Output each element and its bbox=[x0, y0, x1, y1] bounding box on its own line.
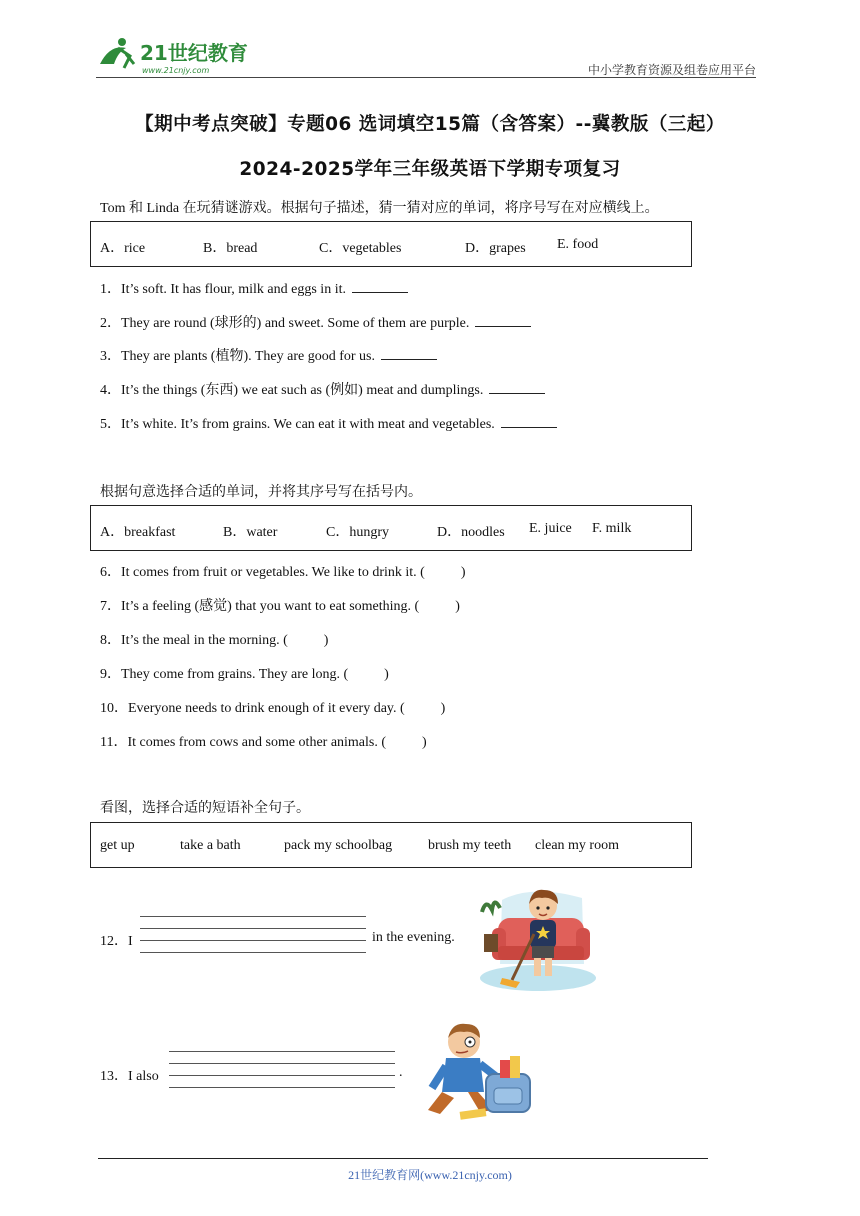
writing-lines[interactable] bbox=[169, 1049, 397, 1093]
word-option: B．bread bbox=[203, 241, 258, 256]
answer-blank[interactable] bbox=[501, 417, 557, 428]
answer-blank[interactable] bbox=[489, 383, 545, 394]
question-10: 10．Everyone needs to drink enough of it every day. ( ) bbox=[100, 701, 446, 716]
svg-text:21世纪教育: 21世纪教育 bbox=[140, 41, 248, 65]
section1-instruction: Tom 和 Linda 在玩猜谜游戏。根据句子描述，猜一猜对应的单词，将序号写在对应横线上。 bbox=[100, 201, 659, 216]
word-option: C．vegetables bbox=[319, 241, 402, 256]
question-1: 1．It’s soft. It has flour, milk and eggs in it. bbox=[100, 278, 408, 298]
word-option: A．breakfast bbox=[100, 525, 176, 540]
question-8: 8．It’s the meal in the morning. ( ) bbox=[100, 633, 329, 648]
answer-blank[interactable] bbox=[475, 316, 531, 327]
phrase-option: pack my schoolbag bbox=[284, 838, 393, 853]
answer-blank[interactable] bbox=[352, 282, 408, 293]
footer-divider bbox=[98, 1158, 708, 1159]
section3-instruction: 看图，选择合适的短语补全句子。 bbox=[100, 801, 310, 816]
question-2: 2．They are round (球形的) and sweet. Some of them are purple. bbox=[100, 312, 531, 332]
word-option: E. food bbox=[557, 237, 599, 252]
word-option: F. milk bbox=[592, 521, 632, 536]
title-line-1: 【期中考点突破】专题06 选词填空15篇（含答案）--冀教版（三起） bbox=[135, 114, 725, 135]
word-option: D．grapes bbox=[465, 241, 526, 256]
question-13-suffix: . bbox=[399, 1065, 403, 1080]
question-3: 3．They are plants (植物). They are good for us. bbox=[100, 345, 437, 365]
section2-instruction: 根据句意选择合适的单词，并将其序号写在括号内。 bbox=[100, 485, 422, 500]
question-11: 11．It comes from cows and some other animals. ( ) bbox=[100, 735, 427, 750]
question-4: 4．It’s the things (东西) we eat such as (例如) meat and dumplings. bbox=[100, 379, 545, 399]
word-option: C．hungry bbox=[326, 525, 389, 540]
section3-phrase-bank bbox=[90, 822, 692, 868]
question-6: 6．It comes from fruit or vegetables. We like to drink it. ( ) bbox=[100, 565, 466, 580]
svg-text:www.21cnjy.com: www.21cnjy.com bbox=[142, 66, 210, 75]
logo bbox=[96, 34, 266, 76]
section2-word-bank bbox=[90, 505, 692, 551]
word-option: D．noodles bbox=[437, 525, 505, 540]
question-7: 7．It’s a feeling (感觉) that you want to eat something. ( ) bbox=[100, 599, 460, 614]
header-divider bbox=[96, 77, 756, 78]
section1-word-bank bbox=[90, 221, 692, 267]
platform-name: 中小学教育资源及组卷应用平台 bbox=[587, 63, 756, 77]
word-option: B．water bbox=[223, 525, 278, 540]
question-5: 5．It’s white. It’s from grains. We can eat it with meat and vegetables. bbox=[100, 413, 557, 433]
footer-text: 21世纪教育网(www.21cnjy.com) bbox=[348, 1168, 512, 1182]
question-9: 9．They come from grains. They are long. ( ) bbox=[100, 667, 389, 682]
phrase-option: clean my room bbox=[535, 838, 619, 853]
writing-lines[interactable] bbox=[140, 914, 368, 958]
phrase-option: take a bath bbox=[180, 838, 241, 853]
boy-packing-schoolbag-illustration bbox=[420, 1018, 542, 1122]
boy-sweeping-illustration bbox=[472, 884, 596, 992]
answer-blank[interactable] bbox=[381, 349, 437, 360]
question-13-prefix: 13．I also bbox=[100, 1069, 159, 1084]
phrase-option: brush my teeth bbox=[428, 838, 512, 853]
phrase-option: get up bbox=[100, 838, 135, 853]
word-option: A．rice bbox=[100, 241, 146, 256]
question-12-prefix: 12．I bbox=[100, 934, 133, 949]
word-option: E. juice bbox=[529, 521, 572, 536]
question-12-suffix: in the evening. bbox=[372, 930, 455, 945]
title-line-2: 2024-2025学年三年级英语下学期专项复习 bbox=[239, 159, 621, 180]
